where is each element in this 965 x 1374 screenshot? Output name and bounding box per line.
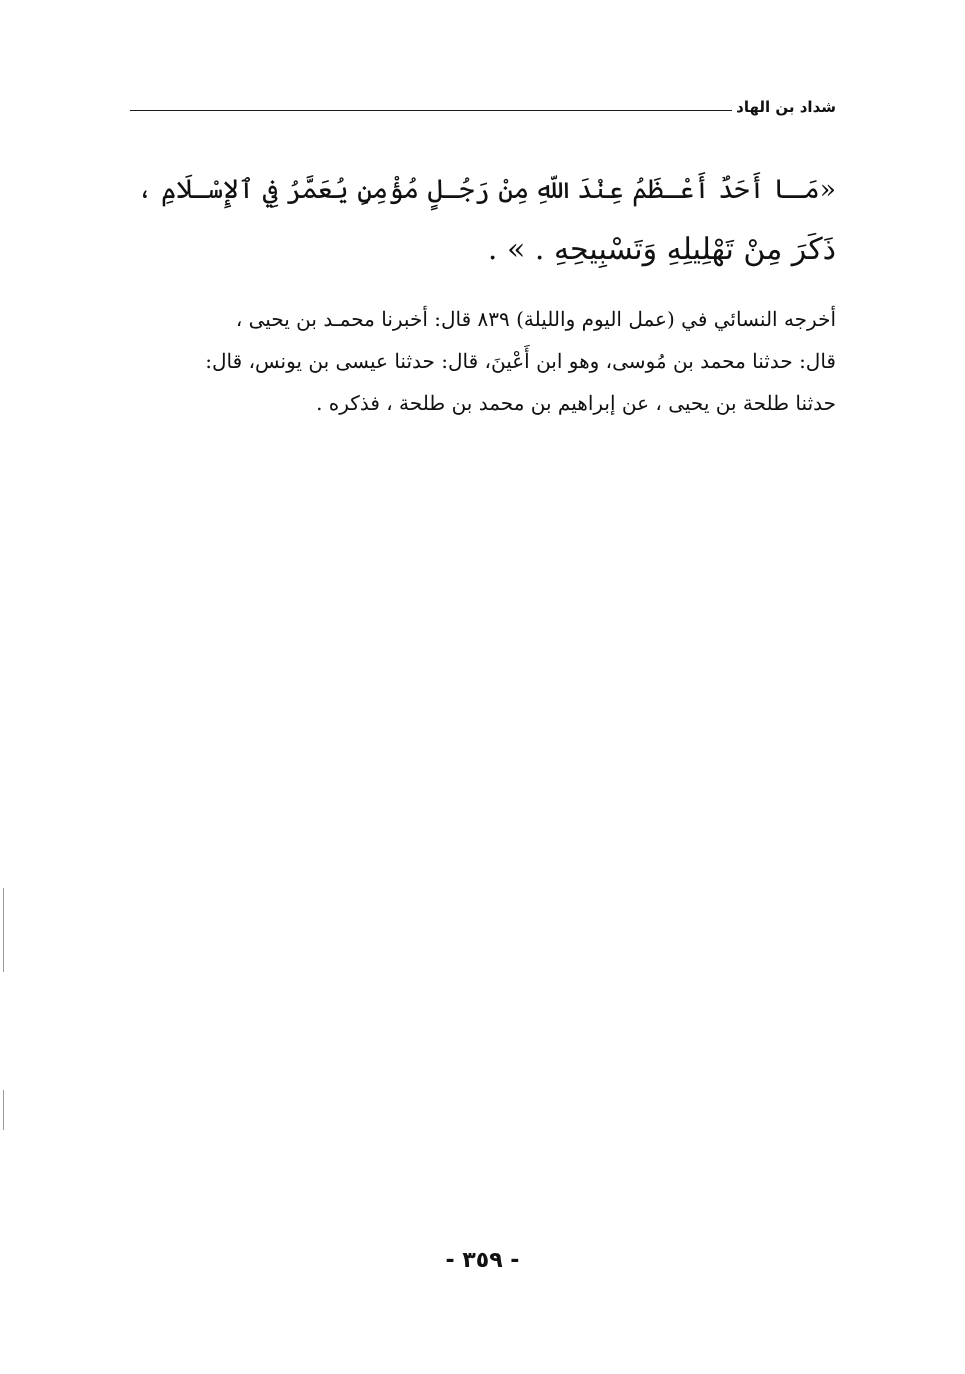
scan-artifact: [3, 888, 4, 972]
running-title: شداد بن الهاد: [736, 98, 836, 116]
takhrij-line-3: حدثنا طلحة بن يحيى ، عن إبراهيم بن محمد بن طلحة ، فذكره .: [316, 391, 836, 415]
header-rule: [130, 110, 732, 111]
takhrij-line-2: قال: حدثنا محمد بن مُوسى، وهو ابن أَعْينَ، قال: حدثنا عيسى بن يونس، قال:: [205, 349, 836, 373]
scan-artifact: [3, 1090, 4, 1130]
page-number: - ٣٥٩ -: [445, 1248, 520, 1273]
hadith-text: [130, 160, 836, 280]
running-header: [130, 92, 836, 116]
takhrij-line-1: أخرجه النسائي في (عمل اليوم والليلة) ٨٣٩ قال: أخبرنا محمـد بن يحيى ،: [235, 307, 836, 331]
takhrij-note: [130, 298, 836, 424]
hadith-line-1: «مَـا أَحَدٌ أَعْـظَمُ عِنْدَ اللّهِ مِنْ رَجُـلٍ مُؤْمِنٍ يُعَمَّرُ فِي ٱلإِسْـلَامِ ،: [137, 174, 836, 205]
hadith-line-2: ذَكَرَ مِنْ تَهْلِيلِهِ وَتَسْبِيحِهِ . » .: [487, 232, 836, 267]
